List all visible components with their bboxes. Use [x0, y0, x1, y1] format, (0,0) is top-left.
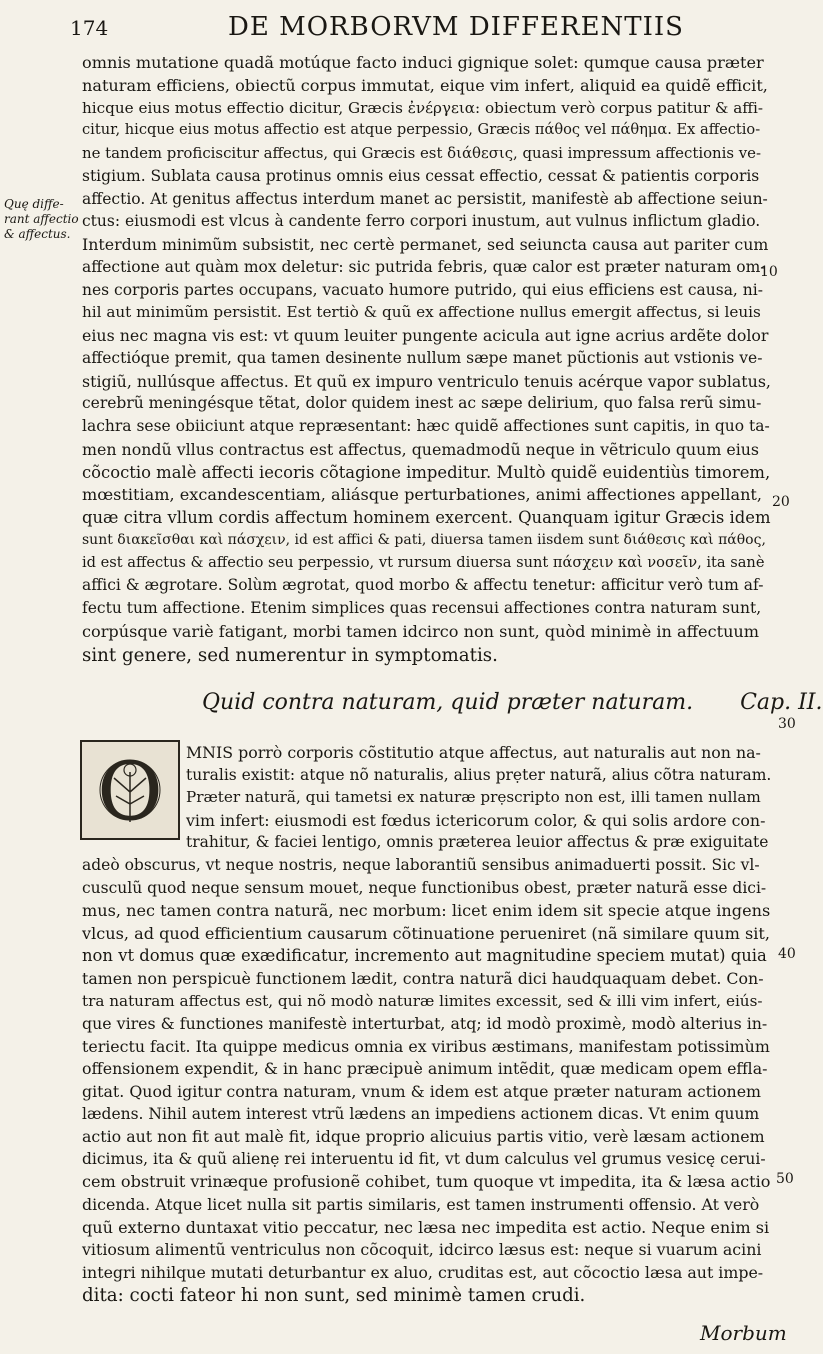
line-number: 50 — [776, 1171, 794, 1187]
text-line: dicenda. Atque licet nulla sit partis similaris, est tamen instrumenti offensio. At verò — [82, 1195, 760, 1214]
text-line: cusculũ quod neque sensum mouet, neque functionibus obest, præter naturã esse dici- — [82, 878, 767, 897]
text-line: tamen non perspicuè functionem lædit, contra naturã dici haudquaquam debet. Con- — [82, 969, 764, 988]
text-line: sint genere, sed numerentur in symptomatis. — [82, 644, 498, 666]
text-line: non vt domus quæ exædificatur, incremento aut magnitudine speciem mutat) quia — [82, 946, 767, 966]
text-line: ne tandem proficiscitur affectus, qui Græcis est διάθεσις, quasi impressum affectionis ve- — [82, 144, 762, 162]
line-number: 40 — [778, 946, 796, 962]
text-line: nes corporis partes occupans, vacuato humore putrido, qui eius efficiens est causa, ni- — [82, 280, 763, 299]
text-line: quæ citra vllum cordis affectum hominem exercent. Quanquam igitur Græcis idem — [82, 508, 771, 527]
text-line: stigium. Sublata causa protinus omnis eius cessat effectio, cessat & patientis corporis — [82, 166, 760, 185]
line-number: 30 — [778, 716, 796, 732]
text-line: vim infert: eiusmodi est fœdus ictericorum color, & qui solis ardore con- — [186, 810, 766, 830]
line-number: 10 — [760, 264, 778, 280]
text-line: Præter naturã, qui tametsi ex naturæ prẹscripto non est, illi tamen nullam — [186, 788, 761, 807]
text-line: quũ externo duntaxat vitio peccatur, nec læsa nec impedita est actio. Neque enim si — [82, 1217, 770, 1237]
side-note-line: & affectus. — [4, 227, 71, 241]
text-line: affectióque premit, qua tamen desinente nullum sæpe manet pũctionis aut vstionis ve- — [82, 348, 763, 367]
text-line: corpúsque variè fatigant, morbi tamen idcirco non sunt, quòd minimè in affectuum — [82, 621, 760, 641]
chapter-title: Quid contra naturam, quid præter naturam. — [202, 690, 694, 715]
text-line: affectione aut quàm mox deletur: sic putrida febris, quæ calor est præter naturam om- — [82, 257, 766, 276]
text-line: ctus: eiusmodi est vlcus à candente ferro corpori inustum, aut vulnus inflictum gladio. — [82, 212, 761, 231]
catchword: Morbum — [700, 1321, 787, 1345]
text-line: offensionem expendit, & in hanc præcipuè animum intẽdit, quæ medicam opem effla- — [82, 1059, 768, 1079]
side-note-line: Quę diffe- — [4, 197, 64, 211]
running-title: DE MORBORVM DIFFERENTIIS — [228, 12, 684, 42]
chapter-number: Cap. II. — [740, 690, 823, 715]
text-line: dita: cocti fateor hi non sunt, sed minimè tamen crudi. — [82, 1285, 586, 1307]
text-line: actio aut non fit aut malè fit, idque proprio alicuius partis vitio, verè læsam actionem — [82, 1127, 765, 1147]
text-line: MNIS porrò corporis cõstitutio atque affectus, aut naturalis aut non na- — [186, 743, 761, 762]
text-line: id est affectus & affectio seu perpessio, vt rursum diuersa sunt πάσχειν καὶ νοσεῖν, ita sanè — [82, 553, 765, 571]
text-line: fectu tum affectione. Etenim simplices quas recensui affectiones contra naturam sunt, — [82, 599, 762, 617]
initial-letter: O — [97, 745, 163, 838]
line-number: 20 — [772, 494, 790, 510]
text-line: turalis existit: atque nõ naturalis, alius prẹter naturã, alius cõtra naturam. — [186, 765, 772, 784]
text-line: cem obstruit vrinæque profusionẽ cohibet, tum quoque vt impedita, ita & læsa actio — [82, 1172, 771, 1192]
text-line: affici & ægrotare. Solùm ægrotat, quod morbo & affectu tenetur: afficitur verò tum af- — [82, 576, 764, 595]
text-line: gitat. Quod igitur contra naturam, vnum & idem est atque præter naturam actionem — [82, 1082, 762, 1101]
text-line: lachra sese obiiciunt atque repræsentant: hæc quidẽ affectiones sunt capitis, in quo ta- — [82, 417, 770, 435]
text-line: cerebrũ meningésque tẽtat, dolor quidem inest ac sæpe delirium, quo falsa rerũ simu- — [82, 394, 762, 413]
text-line: lædens. Nihil autem interest vtrũ lædens an impediens actionem dicas. Vt enim quum — [82, 1104, 760, 1123]
text-line: que vires & functiones manifestè interturbat, atq; id modò proximè, modò alterius in- — [82, 1014, 768, 1034]
text-line: affectio. At genitus affectus interdum manet ac persistit, manifestè ab affectione seiun- — [82, 189, 768, 208]
text-line: vitiosum alimentũ ventriculus non cõcoquit, idcirco læsus est: neque si vuarum acini — [82, 1240, 762, 1260]
text-line: vlcus, ad quod efficientium causarum cõtinuatione perueniret (nã similare quum sit, — [82, 923, 770, 943]
text-line: mœstitiam, excandescentiam, aliásque perturbationes, animi affectiones appellant, — [82, 485, 763, 505]
text-line: Interdum minimũm subsistit, nec certè permanet, sed seiuncta causa aut pariter cum — [82, 235, 769, 254]
text-line: stigiũ, nullúsque affectus. Et quũ ex impuro ventriculo tenuis acérque vapor sublatus, — [82, 371, 771, 391]
text-line: eius nec magna vis est: vt quum leuiter pungente acicula aut igne acrius ardẽte dolor — [82, 326, 769, 345]
text-line: hicque eius motus effectio dicitur, Græcis ἐνέργεια: obiectum verò corpus patitur & affi- — [82, 98, 764, 117]
text-line: hil aut minimũm persistit. Est tertiò & quũ ex affectione nullus emergit affectus, si leuis — [82, 303, 761, 322]
text-line: mus, nec tamen contra naturã, nec morbum: licet enim idem sit specie atque ingens — [82, 901, 771, 921]
text-line: integri nihilque mutati deturbantur ex aluo, cruditas est, aut cõcoctio læsa aut impe- — [82, 1262, 764, 1282]
text-line: adeò obscurus, vt neque nostris, neque laborantiũ sensibus animaduerti possit. Sic vl- — [82, 856, 760, 874]
text-line: trahitur, & faciei lentigo, omnis præterea leuior affectus & præ exiguitate — [186, 833, 769, 852]
text-line: teriectu facit. Ita quippe medicus omnia ex viribus æstimans, manifestam potissimùm — [82, 1036, 770, 1056]
chapter-heading — [202, 690, 823, 715]
side-note-line: rant affectio — [4, 212, 79, 226]
text-line: dicimus, ita & quũ alienẹ rei interuentu id fit, vt dum calculus vel grumus vesicę cerui- — [82, 1149, 766, 1168]
text-line: men nondũ vllus contractus est affectus, quemadmodũ neque in vẽtriculo quum eius — [82, 439, 760, 459]
decorated-initial — [80, 740, 180, 840]
text-line: tra naturam affectus est, qui nõ modò naturæ limites excessit, sed & illi vim infert, eiús- — [82, 991, 763, 1010]
text-line: sunt διακεῖσθαι καὶ πάσχειν, id est affici & pati, diuersa tamen iisdem sunt διάθεσις καὶ πάθος, — [82, 531, 766, 548]
text-line: naturam efficiens, obiectũ corpus immutat, eique vim infert, aliquid ea quidẽ efficit, — [82, 75, 768, 95]
text-line: omnis mutatione quadã motúque facto induci gignique solet: qumque causa præter — [82, 53, 764, 72]
page-number: 174 — [70, 16, 109, 40]
text-line: cõcoctio malè affecti iecoris cõtagione impeditur. Multò quidẽ euidentiùs timorem, — [82, 462, 771, 482]
text-line: citur, hicque eius motus affectio est atque perpessio, Græcis πάθος vel πάθημα. Ex affectio- — [82, 121, 761, 139]
